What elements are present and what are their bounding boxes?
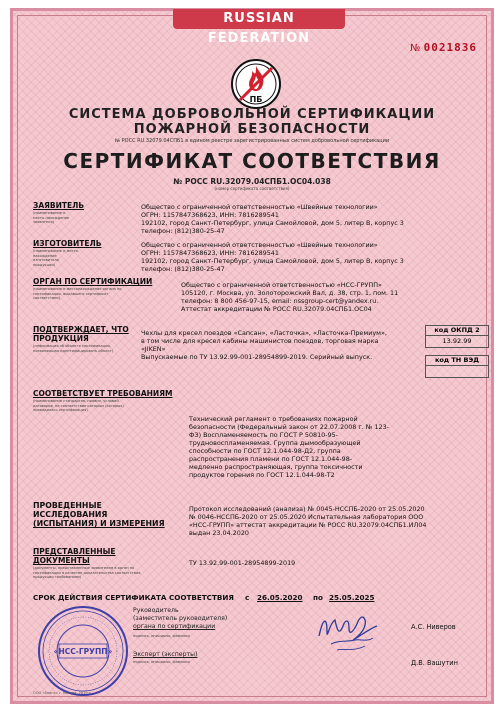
fire-safety-emblem-icon [230,58,282,110]
documents-label: ПРЕДСТАВЛЕННЫЕ ДОКУМЕНТЫ [33,547,116,565]
product-line: «JIKEN» [141,345,166,353]
product-label-line1: ПОДТВЕРЖДАЕТ, ЧТО [33,325,129,334]
product-line: Выпускаемые по ТУ 13.92.99-001-28954899-2019. Серийный выпуск. [141,353,373,361]
cert-body-label-block [33,277,173,301]
cert-body-hint: (наименование и местонахождение органа по сертификации, выдавшего сертификат соответствия) [33,287,122,300]
tnved-title: код ТН ВЭД [426,356,488,366]
applicant-value [141,203,417,235]
country-banner: RUSSIAN FEDERATION [173,9,345,29]
applicant-line: телефон: (812)380-25-47 [141,227,225,235]
handwritten-signature [313,606,383,658]
product-label-line2: ПРОДУКЦИЯ [33,334,89,343]
expert-label: Эксперт (эксперты) [133,651,198,658]
system-title-line1: СИСТЕМА ДОБРОВОЛЬНОЙ СЕРТИФИКАЦИИ [68,107,436,122]
validity-to: 25.05.2025 [329,593,375,602]
manufacturer-line: телефон: (812)380-25-47 [141,265,225,273]
documents-label-block [33,547,173,580]
expert-name: Д.В. Вашутин [411,659,458,667]
certificate-number: № РОСС RU.32079.04СПБ1.ОС04.038 [173,177,331,186]
tnved-value [426,366,488,377]
registry-number: № РОСС RU.32079.04СПБ1 в едином реестре зарегистрированных систем добровольной сертификации [114,138,390,144]
tests-line: Протокол исследований (анализа) № 0045-НССПБ-2020 от 25.05.2020 [189,505,425,513]
cert-body-line: Аттестат аккредитации № РОСС RU.32079.04СПБ1.ОС04 [181,305,372,313]
manufacturer-label: ИЗГОТОВИТЕЛЬ [33,239,102,248]
requirements-line: ФЗ) Воспламеняемость по ГОСТ Р 50810-95- [189,431,338,439]
tests-line: выдан 23.04.2020 [189,529,249,537]
product-hint: (информация об объекте сертификации, позволяющая идентифицировать объект) [33,344,114,353]
requirements-value [189,415,393,479]
serial-prefix: № [410,43,421,54]
cert-body-line: Общество с ограниченной ответственностью «НСС-ГРУПП» [181,281,382,289]
requirements-line: трудновоспламеняемая. Группа дымообразующей [189,439,361,447]
system-title-line2: ПОЖАРНОЙ БЕЗОПАСНОСТИ [133,122,371,137]
manufacturer-line: 192102, город Санкт-Петербург, улица Самойловой, дом 5, литер В, корпус 3 [141,257,404,265]
documents-hint: (документы, представленные заявителем в орган по сертификации в качестве доказательства соответствия продукции требованиям) [33,566,141,579]
okpd-value: 13.92.99 [442,337,472,345]
cert-body-value [181,281,417,313]
cert-body-label: ОРГАН ПО СЕРТИФИКАЦИИ [33,277,153,286]
certificate-paper [10,8,494,704]
certificate-title: СЕРТИФИКАТ СООТВЕТСТВИЯ [63,149,441,173]
manufacturer-line: Общество с ограниченной ответственностью «Швейные технологии» [141,241,378,249]
cert-body-line: 105120, г. Москва, ул. Золоторожский Вал, д. 38, стр. 1, пом. 11 [181,289,399,297]
head-label-line: Руководитель [133,607,179,614]
manufacturer-hint: (наименование и место-нахождение изготовителя продукции) [33,249,80,267]
tests-line: № 0046-НССПБ-2020 от 25.05.2020 Испытательная лаборатория ООО [189,513,424,521]
requirements-label: СООТВЕТСТВУЕТ ТРЕБОВАНИЯМ [33,389,173,398]
tnved-code-box [425,355,489,378]
product-line: в том числе для кресел кабины машинистов поездов, торговая марка [141,337,379,345]
applicant-hint: (наименование и место-нахождение заявителя) [33,211,70,224]
head-label-line: (заместитель руководителя) [133,615,228,622]
requirements-hint: (наименование стандартов, правил, условий договоров, на соответствие которым (которых) проводилась сертификация) [33,399,124,412]
manufacturer-value [141,241,417,273]
tests-line: «НСС-ГРУПП» аттестат аккредитации № РОСС RU.32079.04СПБ1.ИЛ04 [189,521,427,529]
serial-number [410,41,477,54]
validity-label: СРОК ДЕЙСТВИЯ СЕРТИФИКАТА СООТВЕТСТВИЯ [33,593,234,602]
tests-value [189,505,429,537]
emblem-text: ПБ [249,95,263,104]
tests-label-block [33,501,173,528]
head-label-line: органа по сертификации [133,623,216,630]
documents-value: ТУ 13.92.99-001-28954899-2019 [189,559,296,567]
seal-text: «НСС-ГРУПП» [53,647,113,656]
expert-signature-hint: подпись, инициалы, фамилия [133,660,190,664]
certificate-number-hint: (номер сертификата соответствия) [214,186,290,191]
product-value [141,329,411,361]
applicant-line: 192102, город Санкт-Петербург, улица Самойловой, дом 5, литер В, корпус 3 [141,219,404,227]
applicant-label: ЗАЯВИТЕЛЬ [33,201,85,210]
manufacturer-line: ОГРН: 1157847368623, ИНН: 7816289541 [141,249,279,257]
validity-to-label: по [313,593,323,602]
system-title [13,107,491,137]
requirements-line: медленно распространяющая, группа токсичности [189,463,363,471]
product-line: Чехлы для кресел поездов «Сапсан», «Ласточка», «Ласточка-Премиум», [141,329,387,337]
requirements-line: распространения пламени по ГОСТ 12.1.044-98- [189,455,353,463]
requirements-label-block [33,389,173,413]
tests-label-line1: ПРОВЕДЕННЫЕ ИССЛЕДОВАНИЯ [33,501,108,519]
tests-label-line2: (ИСПЫТАНИЯ) И ИЗМЕРЕНИЯ [33,519,165,528]
requirements-line: безопасности (Федеральный закон от 22.07.2008 г. № 123- [189,423,389,431]
requirements-line: способности по ГОСТ 12.1.044-98-Д2, группа [189,447,341,455]
head-name: А.С. Ниверов [411,623,456,631]
validity-row [33,593,483,603]
applicant-line: Общество с ограниченной ответственностью «Швейные технологии» [141,203,378,211]
requirements-line: продуктов горения по ГОСТ 12.1.044-98-Т2 [189,471,335,479]
round-seal [37,605,129,697]
head-label-block [133,607,227,631]
print-footer: ООО «Бланк» г. Москва, 2019 г. [33,691,92,695]
head-signature-hint: подпись, инициалы, фамилия [133,634,190,638]
validity-from: 26.05.2020 [257,593,303,602]
cert-body-line: телефон: 8 800 456-97-15, email: nssgroup-cert@yandex.ru. [181,297,379,305]
applicant-line: ОГРН: 1157847368623, ИНН: 7816289541 [141,211,279,219]
okpd-title: код ОКПД 2 [426,326,488,336]
validity-from-label: с [245,593,250,602]
okpd-code-box [425,325,489,348]
serial-value: 0021836 [423,41,477,54]
requirements-line: Технический регламент о требованиях пожарной [189,415,358,423]
